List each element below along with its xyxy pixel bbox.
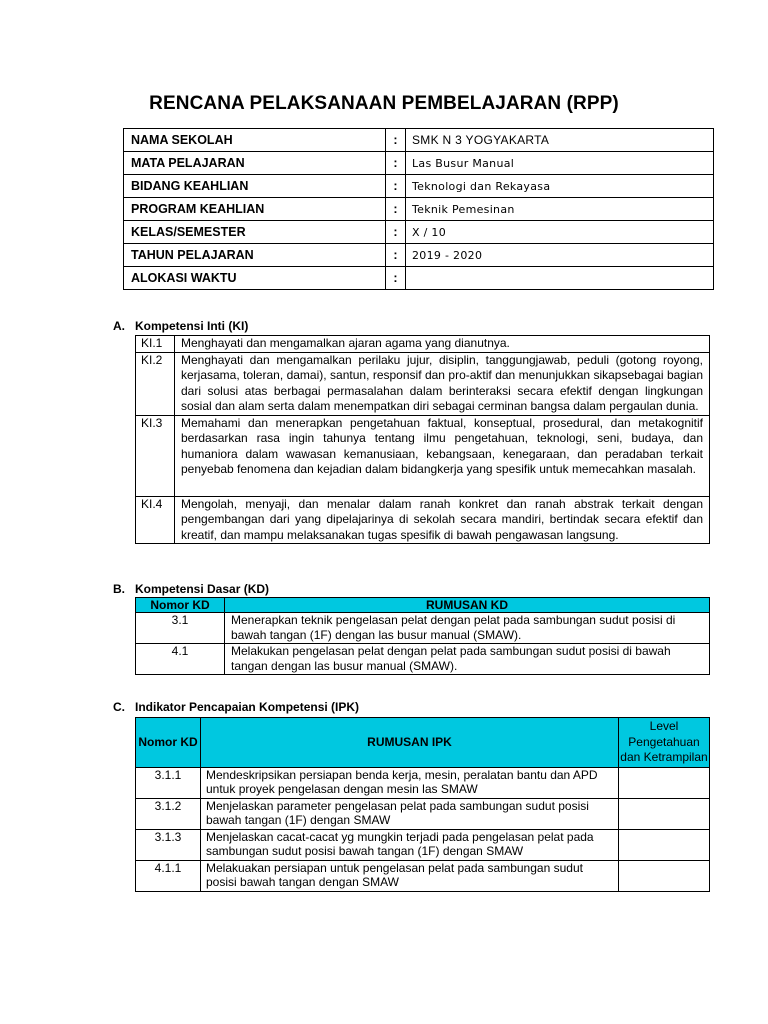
ki-text: Menghayati dan mengamalkan perilaku jujur, disiplin, tanggungjawab, peduli (gotong royong, kerjasama, toleran, damai), santun, responsif dan pro-aktif dan menunjukkan sikapsebagai bagian dari solusi atas berbagai permasalahan dalam berinteraksi secara efektif dengan lingkungan sosial dan alam serta dalam menempatkan diri sebagai cerminan bangsa dalam pergaulan dunia.	[175, 352, 710, 415]
identity-label: ALOKASI WAKTU	[124, 267, 386, 290]
table-row	[136, 496, 710, 544]
kd-text: Melakukan pengelasan pelat dengan pelat pada sambungan sudut posisi di bawah tangan dengan las busur manual (SMAW).	[225, 644, 710, 675]
ipk-number: 3.1.2	[136, 798, 201, 829]
kd-number: 4.1	[136, 644, 225, 675]
table-row	[136, 829, 710, 860]
ki-code: KI.4	[136, 496, 175, 544]
ki-code: KI.3	[136, 415, 175, 496]
ipk-table	[135, 717, 710, 892]
kd-text: Menerapkan teknik pengelasan pelat dengan pelat pada sambungan sudut posisi di bawah tangan (1F) dengan las busur manual (SMAW).	[225, 613, 710, 644]
identity-row	[124, 198, 714, 221]
ki-text: Mengolah, menyaji, dan menalar dalam ranah konkret dan ranah abstrak terkait dengan pengembangan dari yang dipelajarinya di sekolah secara mandiri, bertindak secara efektif dan kreatif, dan mampu melaksanakan tugas spesifik di bawah pengawasan langsung.	[175, 496, 710, 544]
kd-number: 3.1	[136, 613, 225, 644]
ki-code: KI.2	[136, 352, 175, 415]
identity-value: Teknologi dan Rekayasa	[406, 175, 714, 198]
ki-text: Menghayati dan mengamalkan ajaran agama yang dianutnya.	[175, 336, 710, 353]
section-letter: B.	[113, 582, 125, 596]
kd-table	[135, 597, 710, 675]
identity-label: NAMA SEKOLAH	[124, 129, 386, 152]
identity-value: X / 10	[406, 221, 714, 244]
identity-label: MATA PELAJARAN	[124, 152, 386, 175]
identity-label: TAHUN PELAJARAN	[124, 244, 386, 267]
section-letter: A.	[113, 319, 125, 333]
identity-label: BIDANG KEAHLIAN	[124, 175, 386, 198]
section-title: Kompetensi Inti (KI)	[135, 319, 249, 333]
column-header: Nomor KD	[136, 718, 201, 768]
ipk-text: Melakuakan persiapan untuk pengelasan pelat pada sambungan sudut posisi bawah tangan dengan SMAW	[201, 860, 619, 891]
table-row	[136, 613, 710, 644]
table-row	[136, 860, 710, 891]
identity-colon: :	[386, 129, 406, 152]
ipk-level	[619, 829, 710, 860]
column-header: Level Pengetahuan dan Ketrampilan	[619, 718, 710, 768]
identity-row	[124, 244, 714, 267]
column-header: Nomor KD	[136, 598, 225, 613]
identity-value: SMK N 3 YOGYAKARTA	[406, 129, 714, 152]
identity-colon: :	[386, 198, 406, 221]
identity-row	[124, 267, 714, 290]
column-header: RUMUSAN KD	[225, 598, 710, 613]
ki-text: Memahami dan menerapkan pengetahuan faktual, konseptual, prosedural, dan metakognitif berdasarkan rasa ingin tahunya tentang ilmu pengetahuan, teknologi, seni, budaya, dan humaniora dalam wawasan kemanusiaan, kebangsaan, kenegaraan, dan peradaban terkait penyebab fenomena dan kejadian dalam bidangkerja yang spesifik untuk memecahkan masalah.	[175, 415, 710, 496]
table-header-row	[136, 718, 710, 768]
identity-row	[124, 129, 714, 152]
identity-label: KELAS/SEMESTER	[124, 221, 386, 244]
identity-colon: :	[386, 244, 406, 267]
ipk-number: 3.1.1	[136, 767, 201, 798]
column-header: RUMUSAN IPK	[201, 718, 619, 768]
identity-value: Las Busur Manual	[406, 152, 714, 175]
identity-value: 2019 - 2020	[406, 244, 714, 267]
table-row	[136, 798, 710, 829]
table-row	[136, 336, 710, 353]
page-title: RENCANA PELAKSANAAN PEMBELAJARAN (RPP)	[149, 93, 619, 114]
identity-table	[123, 128, 714, 290]
ipk-level	[619, 798, 710, 829]
identity-colon: :	[386, 175, 406, 198]
identity-value	[406, 267, 714, 290]
table-row	[136, 352, 710, 415]
table-row	[136, 767, 710, 798]
ipk-number: 3.1.3	[136, 829, 201, 860]
identity-row	[124, 221, 714, 244]
ipk-level	[619, 767, 710, 798]
section-title: Kompetensi Dasar (KD)	[135, 582, 270, 596]
ipk-text: Menjelaskan cacat-cacat yg mungkin terjadi pada pengelasan pelat pada sambungan sudut posisi bawah tangan (1F) dengan SMAW	[201, 829, 619, 860]
section-letter: C.	[113, 700, 125, 714]
identity-colon: :	[386, 152, 406, 175]
identity-label: PROGRAM KEAHLIAN	[124, 198, 386, 221]
table-row	[136, 415, 710, 496]
table-header-row	[136, 598, 710, 613]
ipk-number: 4.1.1	[136, 860, 201, 891]
identity-row	[124, 175, 714, 198]
table-row	[136, 644, 710, 675]
ki-code: KI.1	[136, 336, 175, 353]
ipk-text: Mendeskripsikan persiapan benda kerja, mesin, peralatan bantu dan APD untuk proyek pengelasan dengan mesin las SMAW	[201, 767, 619, 798]
ipk-text: Menjelaskan parameter pengelasan pelat pada sambungan sudut posisi bawah tangan (1F) dengan SMAW	[201, 798, 619, 829]
identity-value: Teknik Pemesinan	[406, 198, 714, 221]
ipk-level	[619, 860, 710, 891]
identity-colon: :	[386, 267, 406, 290]
identity-row	[124, 152, 714, 175]
section-title: Indikator Pencapaian Kompetensi (IPK)	[135, 700, 360, 714]
ki-table	[135, 335, 710, 544]
identity-colon: :	[386, 221, 406, 244]
